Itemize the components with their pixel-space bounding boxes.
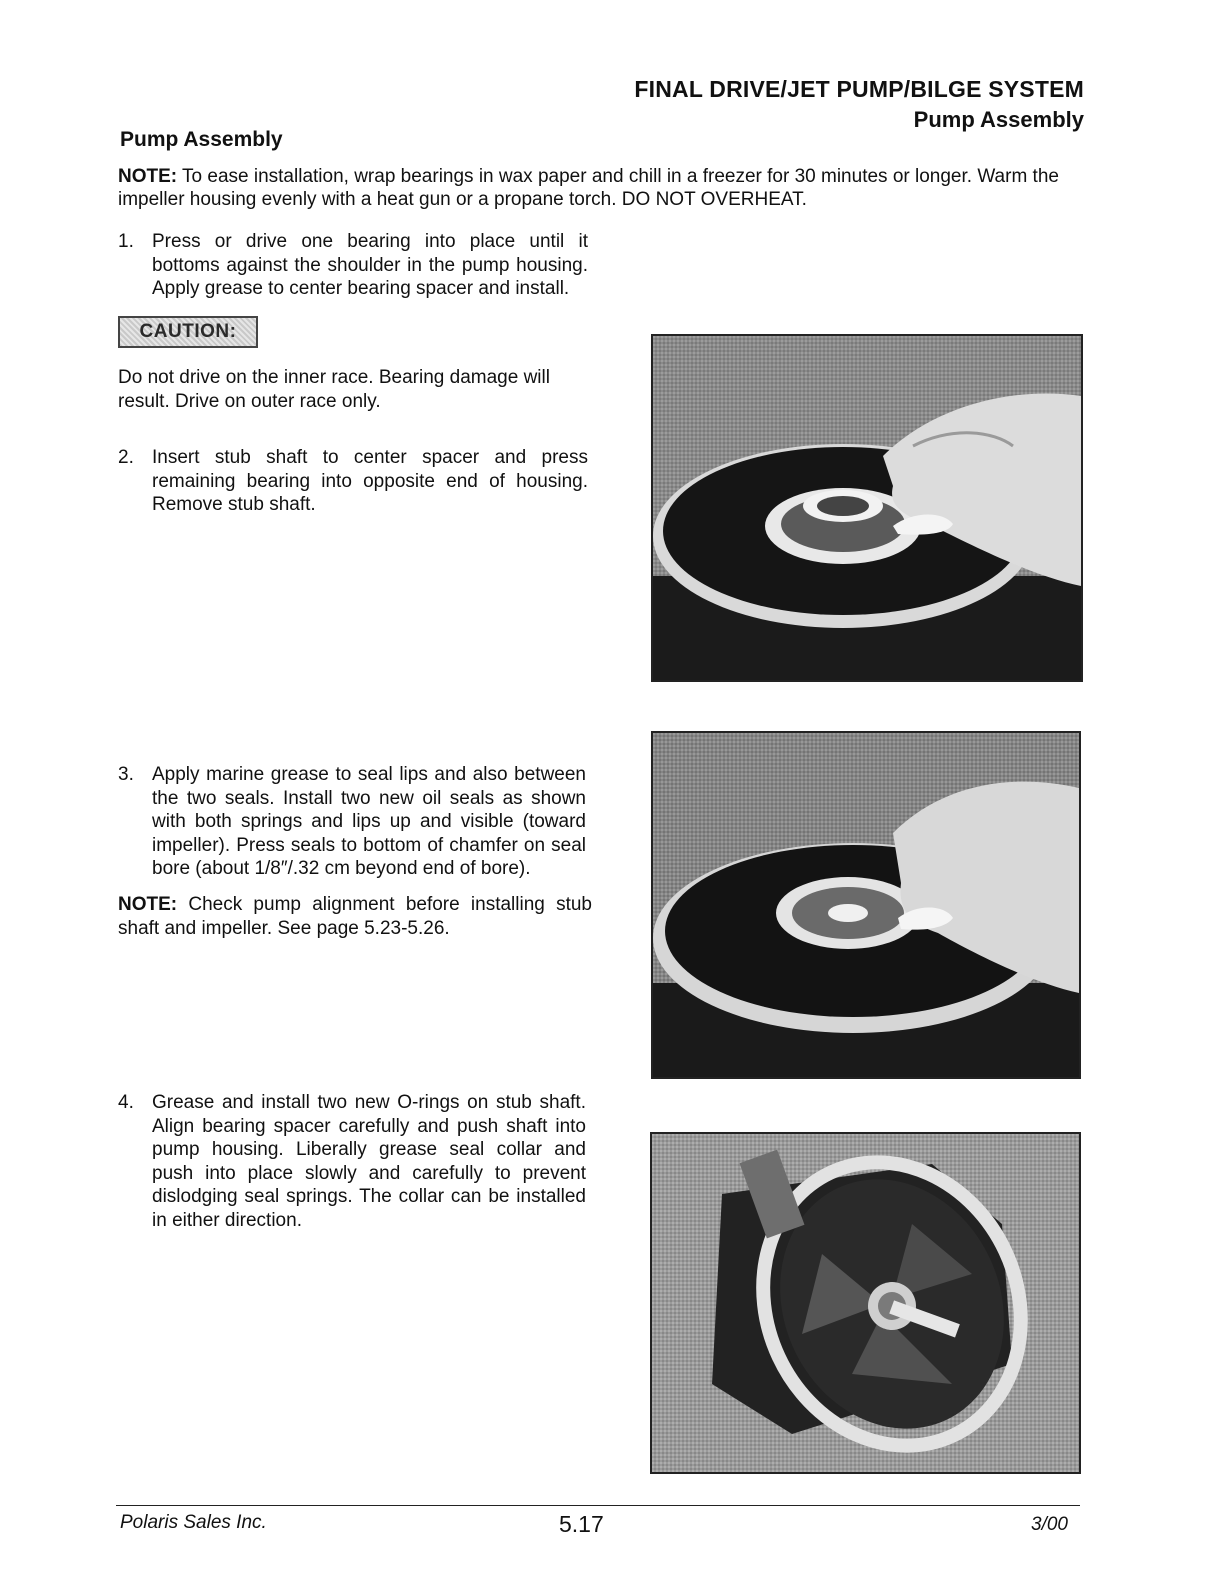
photo-stub-shaft-install (650, 1132, 1081, 1474)
photo-bearing-install (651, 334, 1083, 682)
caution-text: Do not drive on the inner race. Bearing damage will result. Drive on outer race only. (118, 367, 550, 412)
section-title: Pump Assembly (120, 128, 283, 151)
step-text: Apply marine grease to seal lips and also between the two seals. Install two new oil seals as shown with both springs and lips up and visible (toward impeller). Press seals to bottom of chamfer on seal bore (about 1/8″/.32 cm beyond end of bore). (152, 764, 586, 879)
step-number: 4. (118, 1092, 134, 1113)
step-text: Press or drive one bearing into place until it bottoms against the shoulder in the pump housing. Apply grease to center bearing spacer and install. (152, 231, 588, 299)
photo-bearing-install-image (653, 336, 1081, 680)
page-number: 5.17 (559, 1511, 604, 1537)
step-number: 3. (118, 764, 134, 785)
caution-badge (118, 316, 258, 348)
step-text: Grease and install two new O-rings on stub shaft. Align bearing spacer carefully and push shaft into pump housing. Liberally grease seal collar and push into place slowly and carefully to prevent dislodging seal springs. The collar can be installed in either direction. (152, 1092, 586, 1231)
step-number: 2. (118, 447, 134, 468)
mid-note (118, 893, 592, 940)
top-note (118, 165, 1090, 211)
footer-company: Polaris Sales Inc. (120, 1512, 267, 1533)
photo-seal-install-image (653, 733, 1079, 1077)
step-1 (118, 230, 588, 301)
step-text: Insert stub shaft to center spacer and press remaining bearing into opposite end of housing. Remove stub shaft. (152, 447, 588, 515)
top-note-label: NOTE: (118, 166, 178, 187)
mid-note-text: Check pump alignment before installing stub shaft and impeller. See page 5.23-5.26. (118, 894, 592, 939)
footer-date: 3/00 (1031, 1514, 1068, 1535)
photo-seal-install (651, 731, 1081, 1079)
photo-stub-shaft-install-image (652, 1134, 1079, 1472)
section-subtitle: Pump Assembly (913, 107, 1084, 132)
step-4 (118, 1091, 586, 1232)
footer-rule (116, 1505, 1080, 1506)
step-3 (118, 763, 586, 881)
step-number: 1. (118, 231, 134, 252)
step-2 (118, 446, 588, 517)
chapter-title: FINAL DRIVE/JET PUMP/BILGE SYSTEM (634, 76, 1084, 102)
caution-label: CAUTION: (139, 321, 237, 342)
top-note-text: To ease installation, wrap bearings in wax paper and chill in a freezer for 30 minutes or longer. Warm the impeller housing evenly with a heat gun or a propane torch. DO NOT OVERHEAT. (118, 166, 1059, 210)
mid-note-label: NOTE: (118, 894, 178, 915)
